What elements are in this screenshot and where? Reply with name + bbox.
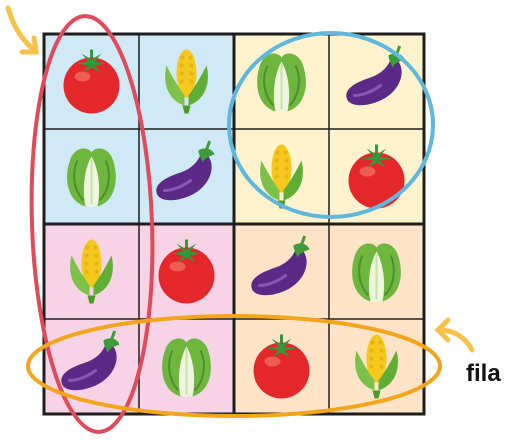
lettuce-icon	[162, 338, 211, 396]
row-arrow-icon	[438, 320, 472, 350]
lettuce-icon	[257, 53, 306, 111]
lettuce-icon	[352, 243, 401, 301]
lettuce-icon	[67, 148, 116, 206]
column-arrow-icon	[8, 8, 36, 52]
row-label: fila	[466, 360, 501, 387]
